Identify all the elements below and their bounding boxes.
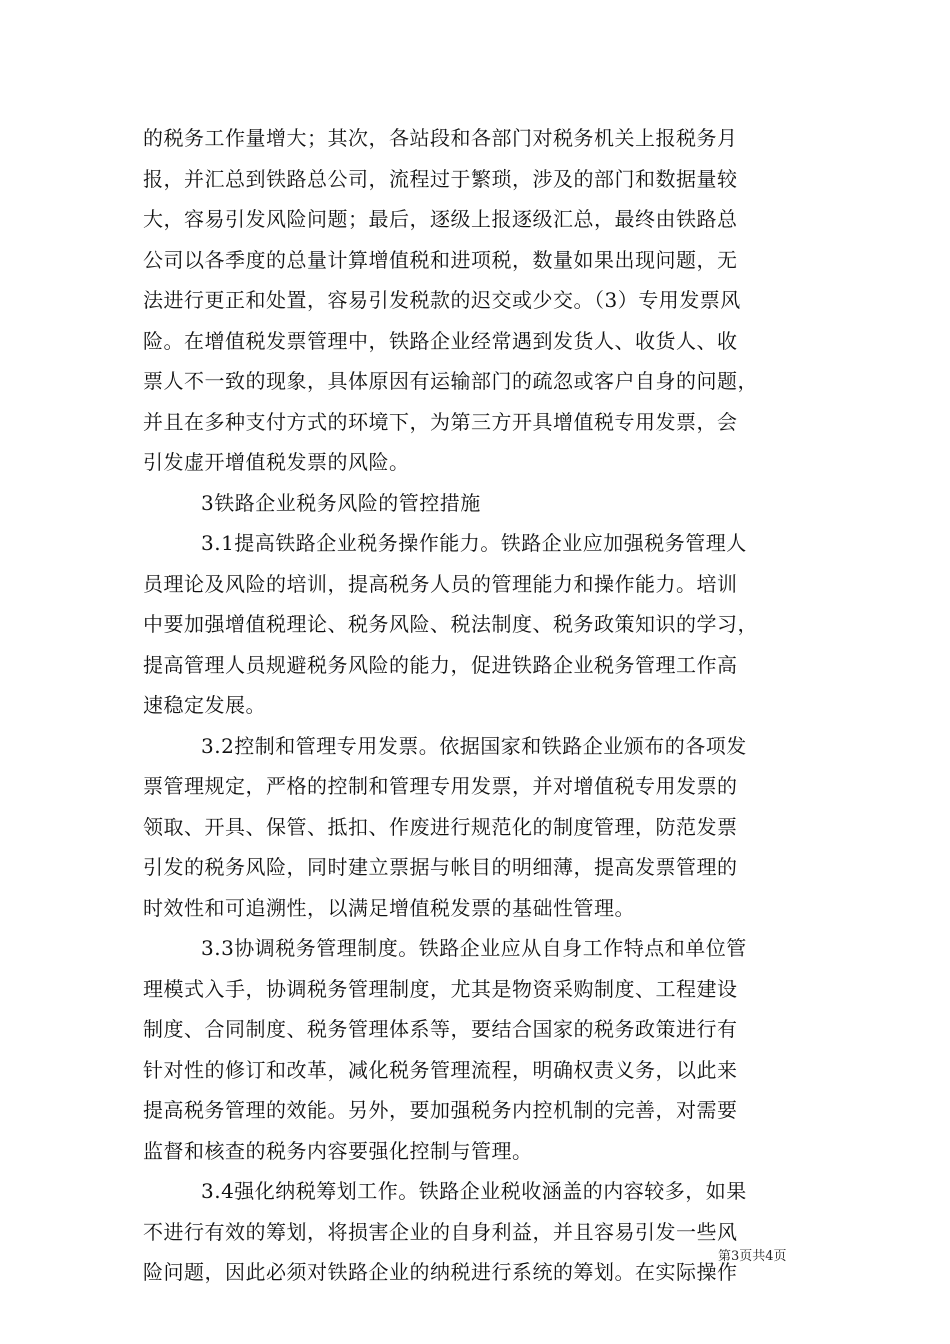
text-line: 3.2控制和管理专用发票。依据国家和铁路企业颁布的各项发 <box>201 733 747 758</box>
text-line: 领取、开具、保管、抵扣、作废进行规范化的制度管理，防范发票 <box>143 814 738 839</box>
text-line: 员理论及风险的培训，提高税务人员的管理能力和操作能力。培训 <box>143 571 738 596</box>
text-line: 引发虚开增值税发票的风险。 <box>143 450 410 474</box>
text-line: 提高税务管理的效能。另外，要加强税务内控机制的完善，对需要 <box>143 1098 738 1122</box>
text-line: 针对性的修订和改革，减化税务管理流程，明确权责义务，以此来 <box>143 1057 738 1082</box>
text-line: 提高管理人员规避税务风险的能力，促进铁路企业税务管理工作高 <box>143 652 738 677</box>
text-line: 法进行更正和处置，容易引发税款的迟交或少交。（3）专用发票风 <box>143 288 741 312</box>
text-line: 险问题，因此必须对铁路企业的纳税进行系统的筹划。在实际操作 <box>143 1260 738 1284</box>
text-line: 时效性和可追溯性，以满足增值税发票的基础性管理。 <box>143 895 635 920</box>
text-line: 速稳定发展。 <box>143 693 266 717</box>
text-line: 3.4强化纳税筹划工作。铁路企业税收涵盖的内容较多，如果 <box>201 1179 747 1203</box>
text-line: 中要加强增值税理论、税务风险、税法制度、税务政策知识的学习， <box>143 612 758 636</box>
text-line: 3.1提高铁路企业税务操作能力。铁路企业应加强税务管理人 <box>201 531 747 555</box>
section-heading: 3铁路企业税务风险的管控措施 <box>201 490 481 515</box>
text-line: 公司以各季度的总量计算增值税和进项税，数量如果出现问题，无 <box>143 247 738 272</box>
text-line: 理模式入手，协调税务管理制度，尤其是物资采购制度、工程建设 <box>143 976 738 1001</box>
text-line: 的税务工作量增大；其次，各站段和各部门对税务机关上报税务月 <box>143 126 738 150</box>
text-line: 票管理规定，严格的控制和管理专用发票，并对增值税专用发票的 <box>143 774 738 798</box>
text-line: 大，容易引发风险问题；最后，逐级上报逐级汇总，最终由铁路总 <box>143 207 738 231</box>
text-line: 监督和核查的税务内容要强化控制与管理。 <box>143 1138 533 1163</box>
text-line: 险。在增值税发票管理中，铁路企业经常遇到发货人、收货人、收 <box>143 328 738 353</box>
text-line: 并且在多种支付方式的环境下，为第三方开具增值税专用发票，会 <box>143 409 738 434</box>
document-body <box>143 118 808 1293</box>
text-line: 引发的税务风险，同时建立票据与帐目的明细薄，提高发票管理的 <box>143 855 738 879</box>
text-line: 不进行有效的筹划，将损害企业的自身利益，并且容易引发一些风 <box>143 1219 738 1244</box>
text-line: 制度、合同制度、税务管理体系等，要结合国家的税务政策进行有 <box>143 1017 738 1041</box>
page-number: 第3页共4页 <box>718 1249 787 1264</box>
text-line: 报，并汇总到铁路总公司，流程过于繁琐，涉及的部门和数据量较 <box>143 166 738 191</box>
text-line: 票人不一致的现象，具体原因有运输部门的疏忽或客户自身的问题， <box>143 369 758 393</box>
text-line: 3.3协调税务管理制度。铁路企业应从自身工作特点和单位管 <box>201 936 747 960</box>
